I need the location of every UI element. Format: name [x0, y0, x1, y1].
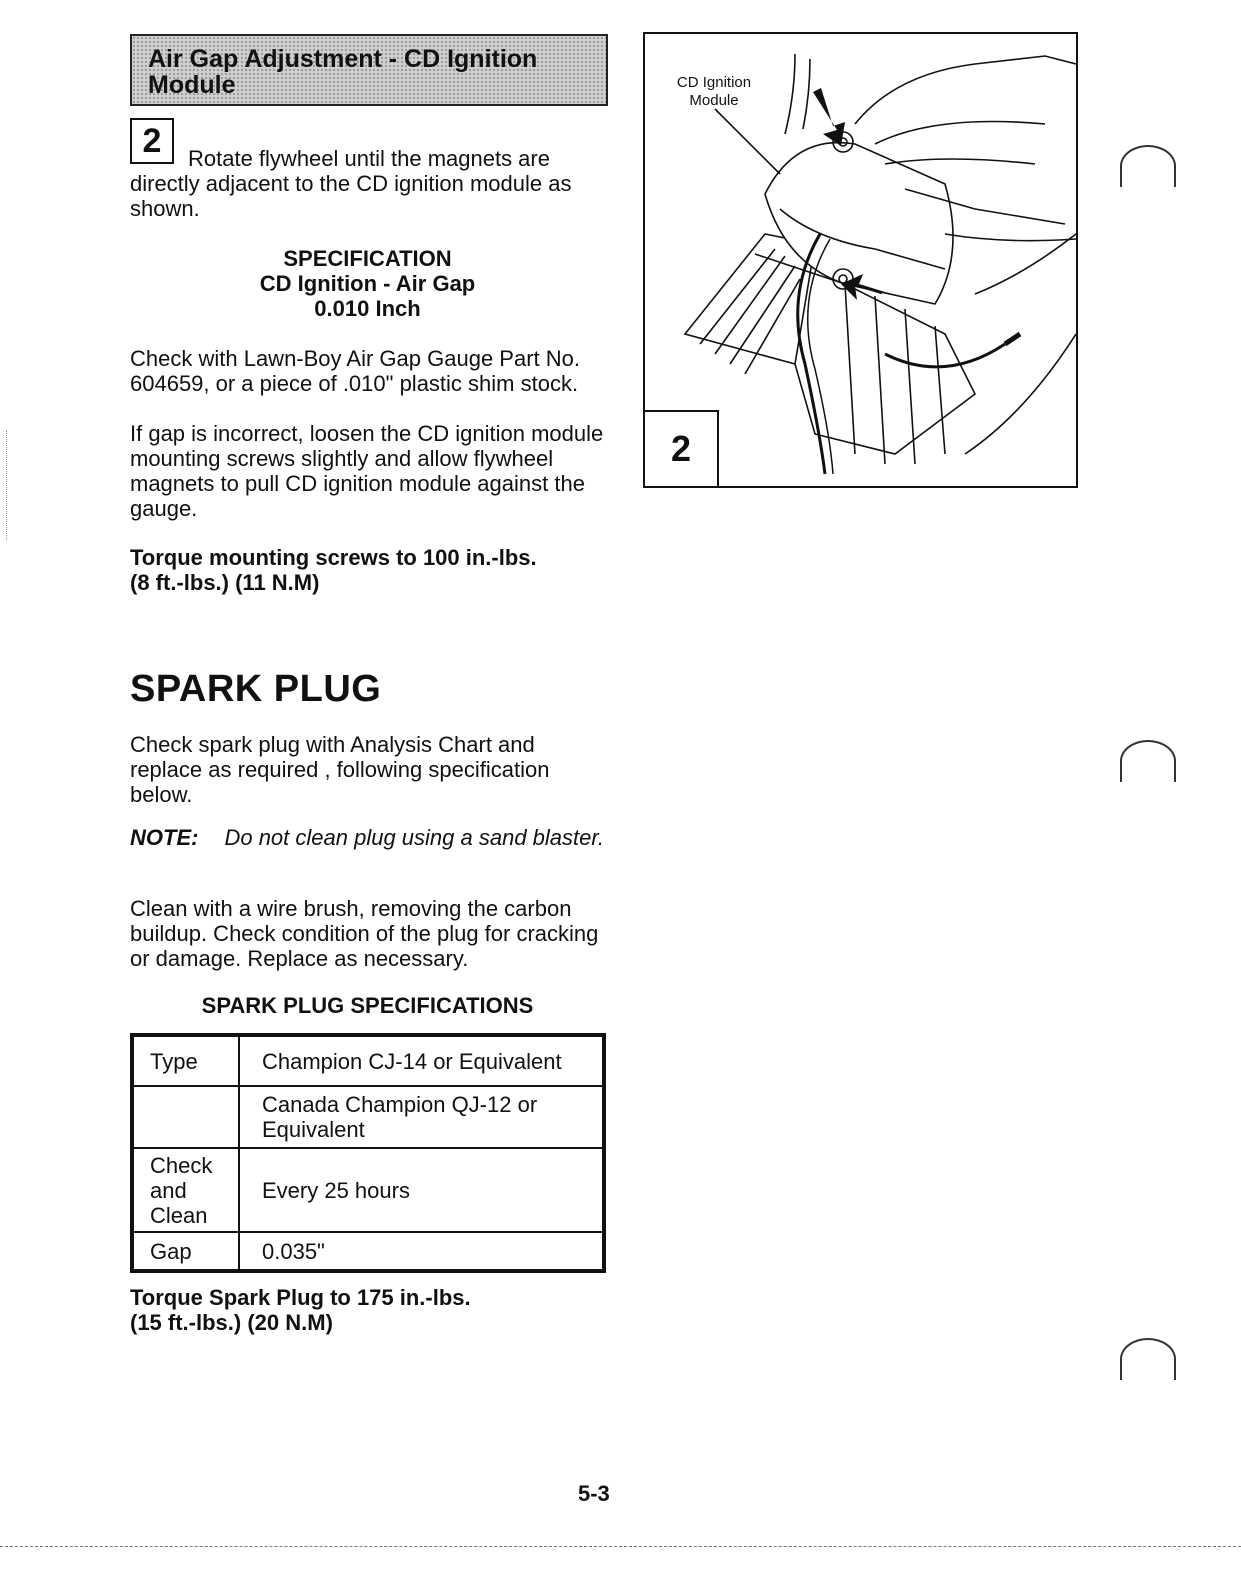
table-cell-value: Canada Champion QJ-12 or Equivalent	[239, 1086, 604, 1148]
banner-title: Air Gap Adjustment - CD Ignition Module	[148, 45, 538, 99]
scan-edge-mark	[6, 430, 7, 540]
table-cell-key: Check and Clean	[132, 1148, 239, 1232]
binder-hole-icon	[1120, 740, 1176, 782]
specification-value: 0.010 Inch	[314, 296, 421, 321]
section-banner	[130, 34, 608, 106]
spark-plug-spec-table	[130, 1033, 606, 1273]
binder-hole-icon	[1120, 145, 1176, 187]
table-cell-value: Every 25 hours	[239, 1148, 604, 1232]
table-row	[132, 1148, 604, 1232]
note	[130, 825, 608, 850]
spec-table-title: SPARK PLUG SPECIFICATIONS	[201, 993, 534, 1018]
specification-block	[130, 246, 605, 321]
specification-name: CD Ignition - Air Gap	[259, 271, 476, 296]
figure-label: CD Ignition Module	[676, 74, 752, 109]
torque-screws-line-2: (8 ft.-lbs.) (11 N.M)	[130, 570, 320, 595]
gap-incorrect-paragraph: If gap is incorrect, loosen the CD ignition module mounting screws slightly and allow flywheel magnets to pull CD ignition module against the gauge.	[130, 421, 604, 521]
torque-spark-plug-note	[130, 1285, 608, 1335]
torque-spark-plug-line-1: Torque Spark Plug to 175 in.-lbs.	[130, 1285, 471, 1310]
table-row	[132, 1086, 604, 1148]
binder-hole-icon	[1120, 1338, 1176, 1380]
table-row	[132, 1232, 604, 1271]
bottom-rule	[0, 1546, 1241, 1547]
spark-plug-intro: Check spark plug with Analysis Chart and replace as required , following specification below.	[130, 732, 550, 807]
table-cell-key	[132, 1086, 239, 1148]
gauge-paragraph: Check with Lawn-Boy Air Gap Gauge Part No. 604659, or a piece of .010" plastic shim stock.	[130, 346, 580, 396]
figure-number: 2	[643, 410, 719, 488]
table-cell-key: Gap	[132, 1232, 239, 1271]
spark-plug-title: SPARK PLUG	[130, 668, 382, 710]
ignition-module-figure	[643, 32, 1078, 488]
note-label: NOTE:	[130, 825, 199, 850]
table-row	[132, 1035, 604, 1086]
specification-heading: SPECIFICATION	[283, 246, 452, 271]
note-text: Do not clean plug using a sand blaster.	[224, 825, 604, 850]
table-cell-value: 0.035"	[239, 1232, 604, 1271]
table-cell-key: Type	[132, 1035, 239, 1086]
clean-paragraph: Clean with a wire brush, removing the carbon buildup. Check condition of the plug for cracking or damage. Replace as necessary.	[130, 896, 599, 971]
page-number: 5-3	[578, 1481, 610, 1506]
step-number-badge: 2	[130, 118, 174, 164]
torque-screws-line-1: Torque mounting screws to 100 in.-lbs.	[130, 545, 537, 570]
step-instruction: Rotate flywheel until the magnets are directly adjacent to the CD ignition module as shown.	[130, 146, 572, 221]
torque-screws-note	[130, 545, 608, 595]
torque-spark-plug-line-2: (15 ft.-lbs.) (20 N.M)	[130, 1310, 333, 1335]
table-cell-value: Champion CJ-14 or Equivalent	[239, 1035, 604, 1086]
